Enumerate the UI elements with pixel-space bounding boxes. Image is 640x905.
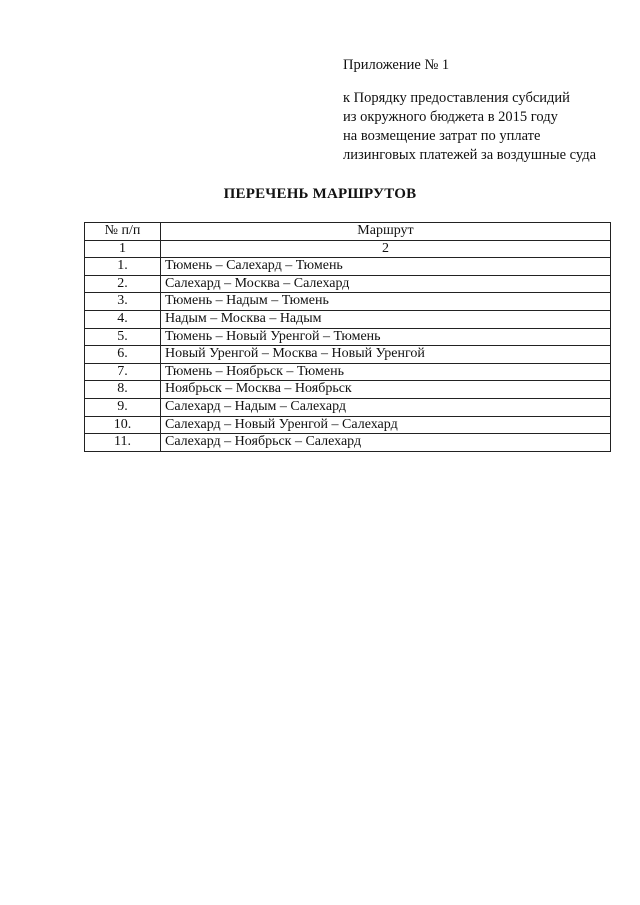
table-row <box>85 398 611 416</box>
appendix-line: к Порядку предоставления субсидий <box>343 90 570 106</box>
column-index-number: 1 <box>85 240 161 258</box>
route-name: Тюмень – Новый Уренгой – Тюмень <box>161 328 611 346</box>
table-header-row <box>85 223 611 241</box>
appendix-line: лизинговых платежей за воздушные суда <box>343 147 597 163</box>
column-index-route: 2 <box>161 240 611 258</box>
route-name: Тюмень – Салехард – Тюмень <box>161 258 611 276</box>
table-row <box>85 310 611 328</box>
route-name: Тюмень – Надым – Тюмень <box>161 293 611 311</box>
table-row <box>85 293 611 311</box>
table-row <box>85 363 611 381</box>
route-name: Ноябрьск – Москва – Ноябрьск <box>161 381 611 399</box>
route-number: 4. <box>85 310 161 328</box>
header-number: № п/п <box>85 223 161 241</box>
table-row <box>85 434 611 452</box>
table-row <box>85 381 611 399</box>
route-name: Салехард – Надым – Салехард <box>161 398 611 416</box>
header-route: Маршрут <box>161 223 611 241</box>
route-number: 11. <box>85 434 161 452</box>
route-number: 10. <box>85 416 161 434</box>
column-index-row <box>85 240 611 258</box>
route-number: 6. <box>85 346 161 364</box>
document-title: ПЕРЕЧЕНЬ МАРШРУТОВ <box>223 186 417 202</box>
route-number: 3. <box>85 293 161 311</box>
route-name: Тюмень – Ноябрьск – Тюмень <box>161 363 611 381</box>
route-name: Салехард – Новый Уренгой – Салехард <box>161 416 611 434</box>
routes-table <box>84 222 611 452</box>
appendix-block <box>343 56 596 165</box>
route-number: 5. <box>85 328 161 346</box>
route-name: Салехард – Москва – Салехард <box>161 275 611 293</box>
route-number: 1. <box>85 258 161 276</box>
table-row <box>85 416 611 434</box>
route-number: 8. <box>85 381 161 399</box>
route-number: 2. <box>85 275 161 293</box>
appendix-line: из окружного бюджета в 2015 году <box>343 109 558 125</box>
route-name: Салехард – Ноябрьск – Салехард <box>161 434 611 452</box>
table-row <box>85 258 611 276</box>
route-number: 9. <box>85 398 161 416</box>
table-row <box>85 328 611 346</box>
route-number: 7. <box>85 363 161 381</box>
route-name: Новый Уренгой – Москва – Новый Уренгой <box>161 346 611 364</box>
route-name: Надым – Москва – Надым <box>161 310 611 328</box>
table-row <box>85 346 611 364</box>
appendix-line: на возмещение затрат по уплате <box>343 128 541 144</box>
appendix-number: Приложение № 1 <box>343 57 450 73</box>
table-row <box>85 275 611 293</box>
